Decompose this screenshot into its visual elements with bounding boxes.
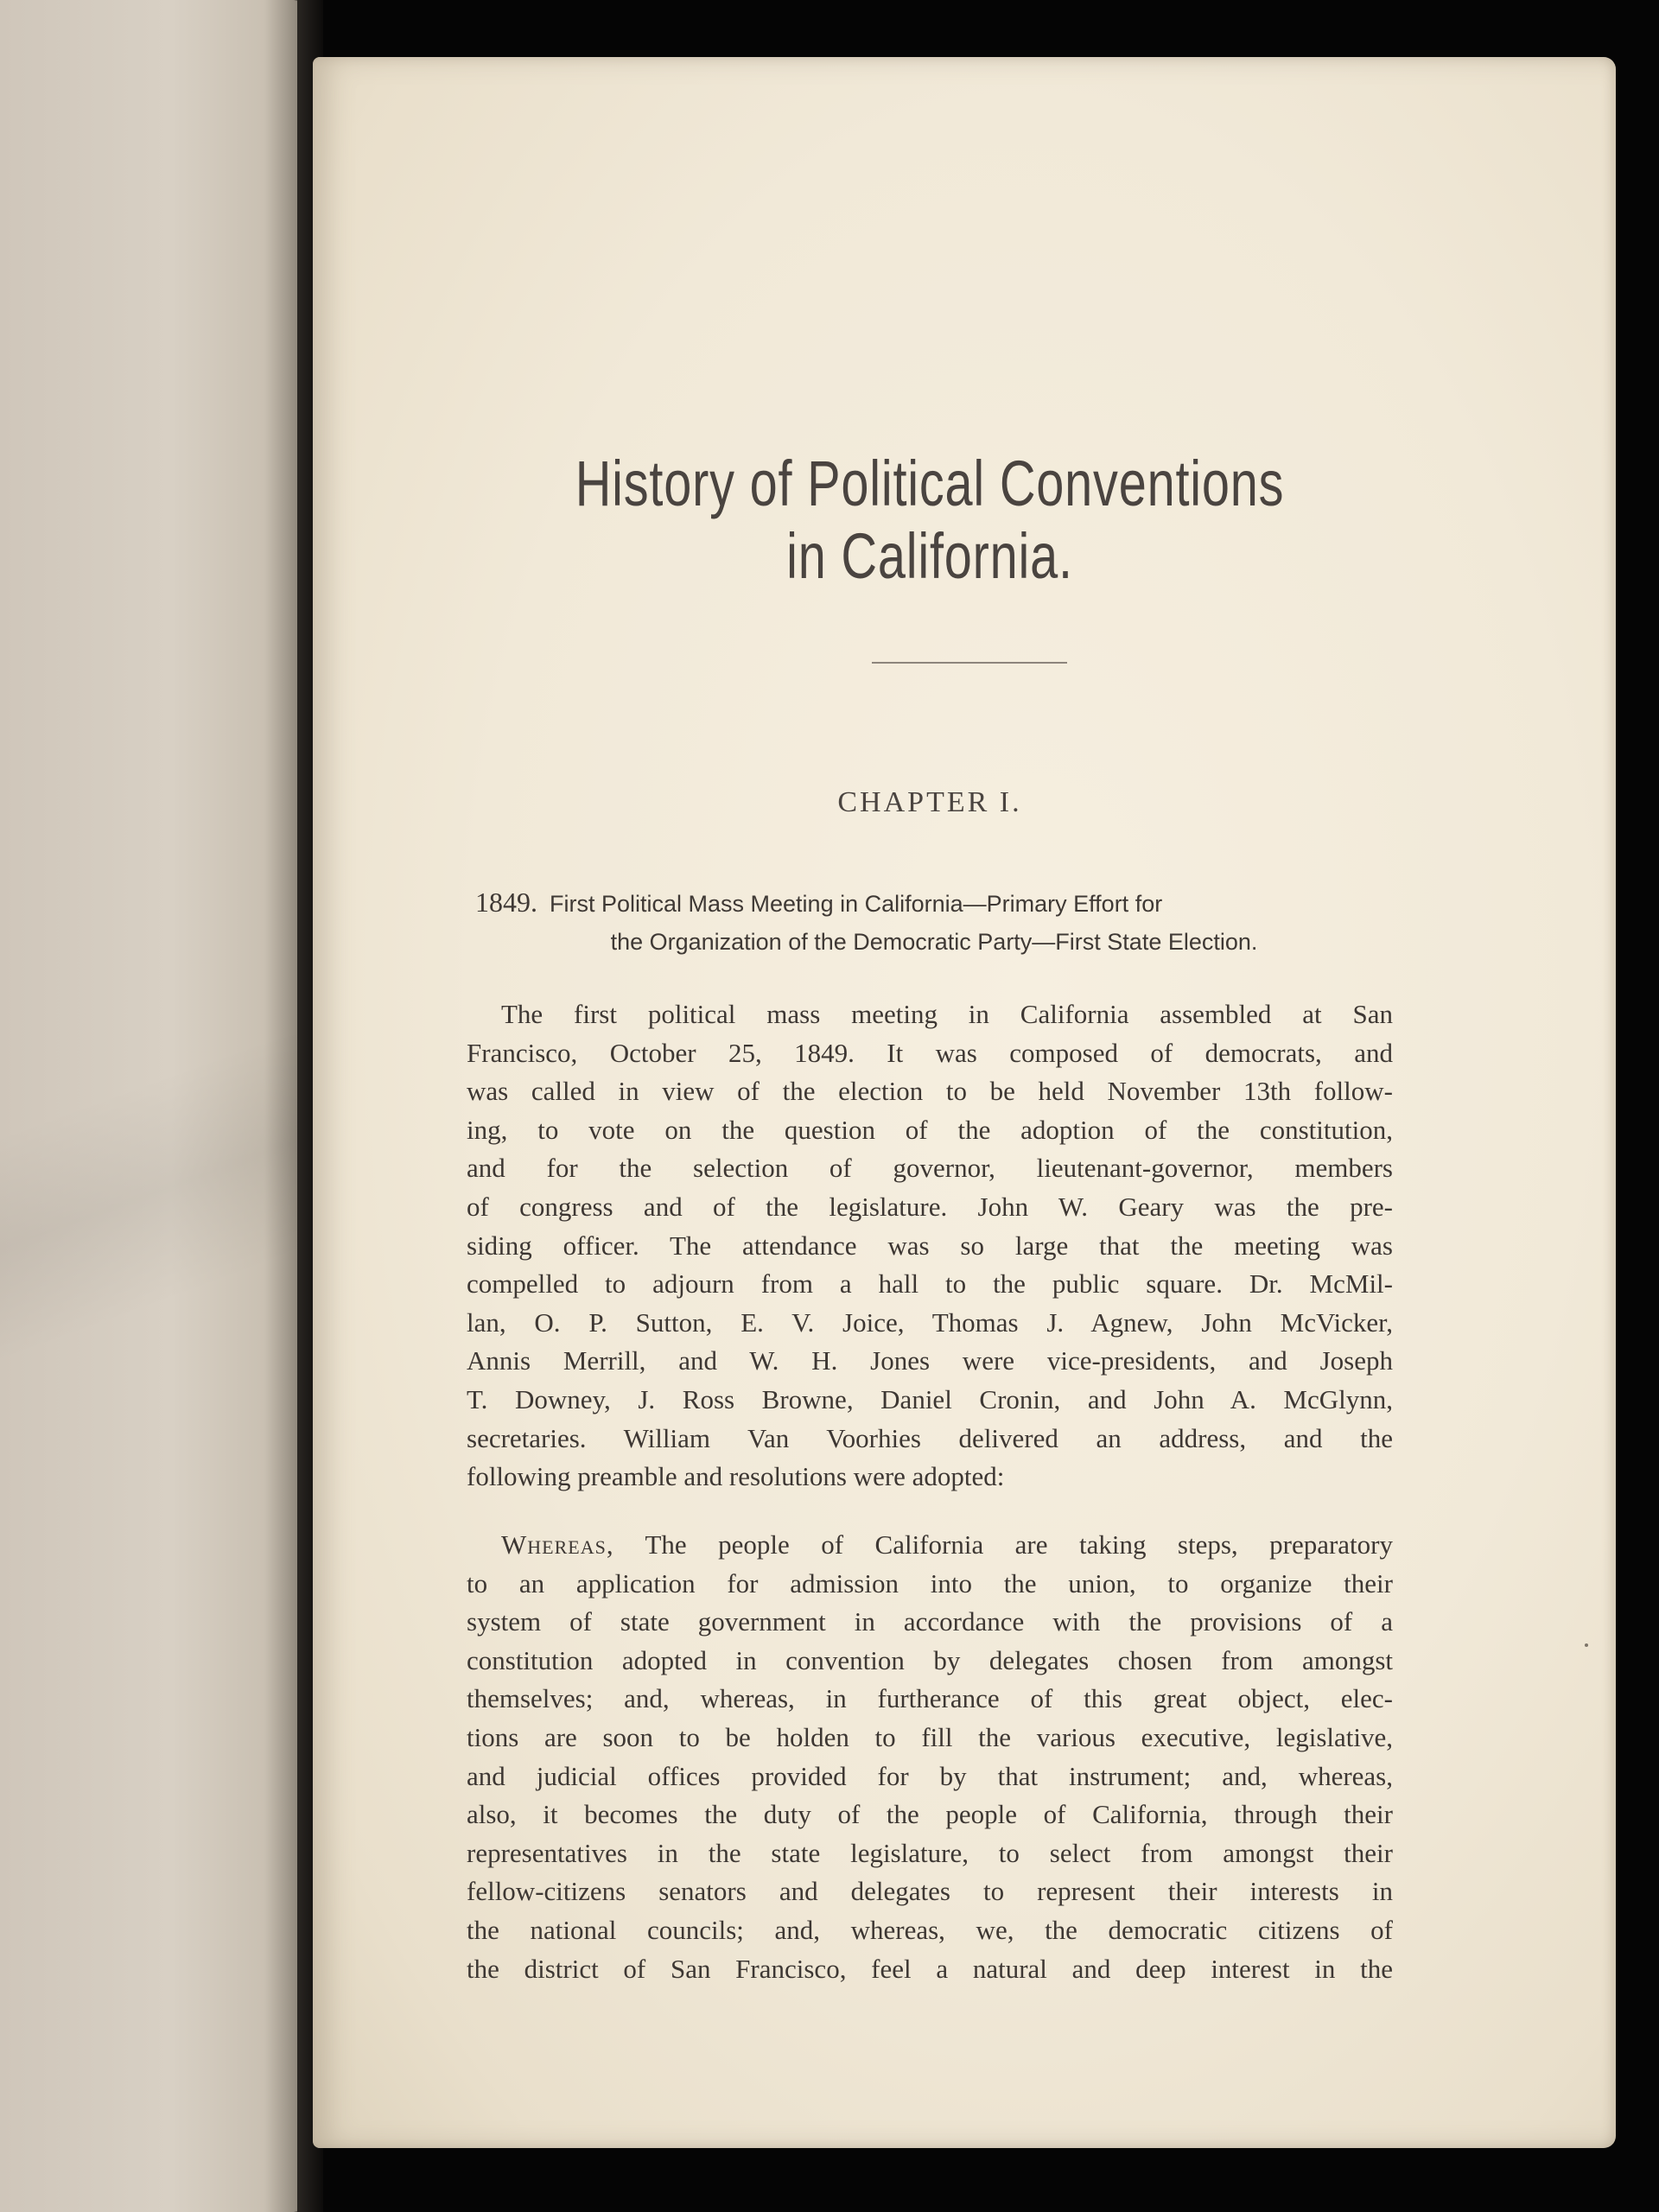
synopsis-year: 1849.: [475, 887, 537, 918]
paragraph-1-line: The first political mass meeting in California assembled at San: [501, 999, 1393, 1029]
paragraph-2-line: fellow-citizens senators and delegates to represent their interests in: [467, 1876, 1393, 1907]
paragraph-1-line: was called in view of the election to be held November 13th follow-: [467, 1076, 1393, 1107]
paragraph-1-line: siding officer. The attendance was so large that the meeting was: [467, 1230, 1393, 1261]
paragraph-2-line: representatives in the state legislature, to select from amongst their: [467, 1837, 1393, 1868]
paragraph-1-line: T. Downey, J. Ross Browne, Daniel Cronin, and John A. McGlynn,: [467, 1383, 1393, 1414]
whereas-lead: Whereas,: [501, 1529, 614, 1560]
book-title: [569, 448, 1291, 593]
paper-speck: [1585, 1643, 1588, 1647]
synopsis-line-2: the Organization of the Democratic Party—First State Election.: [610, 929, 1258, 955]
paragraph-1: [467, 995, 1393, 1497]
facing-page: [0, 0, 311, 2212]
paragraph-2: [467, 1526, 1393, 1988]
paragraph-1-line: secretaries. William Van Voorhies delivered an address, and the: [467, 1422, 1393, 1453]
paragraph-1-line: following preamble and resolutions were adopted:: [467, 1461, 1005, 1492]
book-page: [313, 57, 1616, 2148]
paragraph-1-line: Francisco, October 25, 1849. It was composed of democrats, and: [467, 1037, 1393, 1068]
paragraph-1-line: Annis Merrill, and W. H. Jones were vice-presidents, and Joseph: [467, 1345, 1393, 1376]
page-fold-shadow: [0, 674, 311, 1711]
paragraph-2-line: and judicial offices provided for by that instrument; and, whereas,: [467, 1760, 1393, 1791]
paragraph-1-line: lan, O. P. Sutton, E. V. Joice, Thomas J. Agnew, John McVicker,: [467, 1306, 1393, 1338]
book-title-line-2: in California.: [786, 520, 1073, 592]
paragraph-2-line: system of state government in accordance with the provisions of a: [467, 1606, 1393, 1637]
paragraph-2-line: constitution adopted in convention by delegates chosen from amongst: [467, 1644, 1393, 1675]
paragraph-2-line: themselves; and, whereas, in furtherance of this great object, elec-: [467, 1683, 1393, 1714]
chapter-synopsis: [475, 883, 1393, 961]
paragraph-2-line: also, it becomes the duty of the people of California, through their: [467, 1799, 1393, 1830]
paragraph-2-first-text: The people of California are taking steps, preparatory: [645, 1529, 1393, 1560]
paragraph-2-line: to an application for admission into the union, to organize their: [467, 1567, 1393, 1599]
synopsis-text-1: First Political Mass Meeting in California—Primary Effort for: [550, 891, 1163, 917]
paragraph-1-line: ing, to vote on the question of the adoption of the constitution,: [467, 1114, 1393, 1145]
book-title-line-1: History of Political Conventions: [575, 448, 1285, 519]
paragraph-2-line: tions are soon to be holden to fill the various executive, legislative,: [467, 1721, 1393, 1752]
synopsis-line-1: [475, 883, 1393, 923]
paragraph-1-line: of congress and of the legislature. John W. Geary was the pre-: [467, 1191, 1393, 1222]
chapter-heading: CHAPTER I.: [837, 786, 1022, 818]
paragraph-2-line: the national councils; and, whereas, we, the democratic citizens of: [467, 1914, 1393, 1945]
paragraph-1-line: compelled to adjourn from a hall to the public square. Dr. McMil-: [467, 1268, 1393, 1300]
paragraph-2-line: [467, 1526, 1393, 1565]
title-rule: [872, 662, 1067, 664]
paragraph-1-line: and for the selection of governor, lieutenant-governor, members: [467, 1153, 1393, 1184]
paragraph-2-line: the district of San Francisco, feel a natural and deep interest in the: [467, 1953, 1393, 1984]
